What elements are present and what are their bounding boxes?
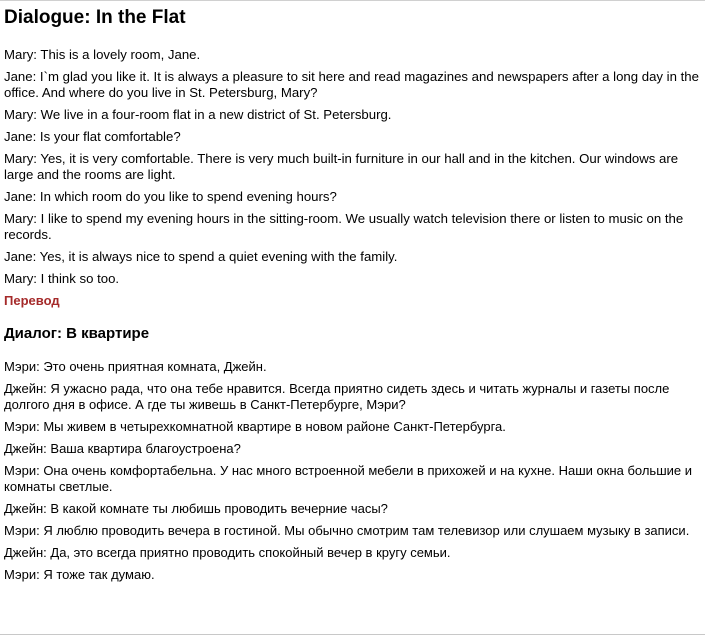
dialogue-line: Мэри: Это очень приятная комната, Джейн. [4, 359, 267, 374]
bottom-divider [0, 634, 705, 635]
dialogue-line: Jane: I`m glad you like it. It is always a pleasure to sit here and read magazines and newspapers after a long day in the office. And where do you live in St. Petersburg, Mary? [4, 69, 699, 100]
dialogue-line: Джейн: Ваша квартира благоустроена? [4, 441, 241, 456]
dialogue-line: Мэри: Я люблю проводить вечера в гостиной. Мы обычно смотрим там телевизор или слушаем музыку в записи. [4, 523, 690, 538]
dialogue-line: Mary: I think so too. [4, 271, 120, 286]
dialogue-line: Jane: In which room do you like to spend evening hours? [4, 189, 337, 204]
dialogue-line: Мэри: Она очень комфортабельна. У нас много встроенной мебели в прихожей и на кухне. Наши окна большие и комнаты светлые. [4, 463, 692, 494]
dialogue-line: Jane: Is your flat comfortable? [4, 129, 181, 144]
russian-dialogue [4, 309, 701, 583]
dialogue-line: Mary: Yes, it is very comfortable. There is very much built-in furniture in our hall and in the kitchen. Our windows are large and the rooms are light. [4, 151, 679, 182]
dialogue-content [4, 0, 701, 589]
dialogue-line: Jane: Yes, it is always nice to spend a quiet evening with the family. [4, 249, 398, 264]
dialogue-line: Mary: I like to spend my evening hours in the sitting-room. We usually watch television there or listen to music on the records. [4, 211, 684, 242]
dialogue-line: Мэри: Я тоже так думаю. [4, 567, 155, 582]
dialogue-line: Мэри: Мы живем в четырехкомнатной квартире в новом районе Санкт-Петербурга. [4, 419, 506, 434]
dialogue-line: Джейн: Я ужасно рада, что она тебе нравится. Всегда приятно сидеть здесь и читать журналы и газеты после долгого дня в офисе. А где ты живешь в Санкт-Петербурге, Мэри? [4, 381, 670, 412]
dialogue-line: Джейн: В какой комнате ты любишь проводить вечерние часы? [4, 501, 388, 516]
dialogue-line: Джейн: Да, это всегда приятно проводить спокойный вечер в кругу семьи. [4, 545, 451, 560]
dialogue-line: Mary: This is a lovely room, Jane. [4, 47, 201, 62]
dialogue-line: Mary: We live in a four-room flat in a new district of St. Petersburg. [4, 107, 392, 122]
translation-link[interactable]: Перевод [4, 293, 60, 308]
english-title: Dialogue: In the Flat [4, 7, 186, 28]
english-dialogue [4, 0, 701, 287]
russian-title: Диалог: В квартире [4, 325, 150, 342]
